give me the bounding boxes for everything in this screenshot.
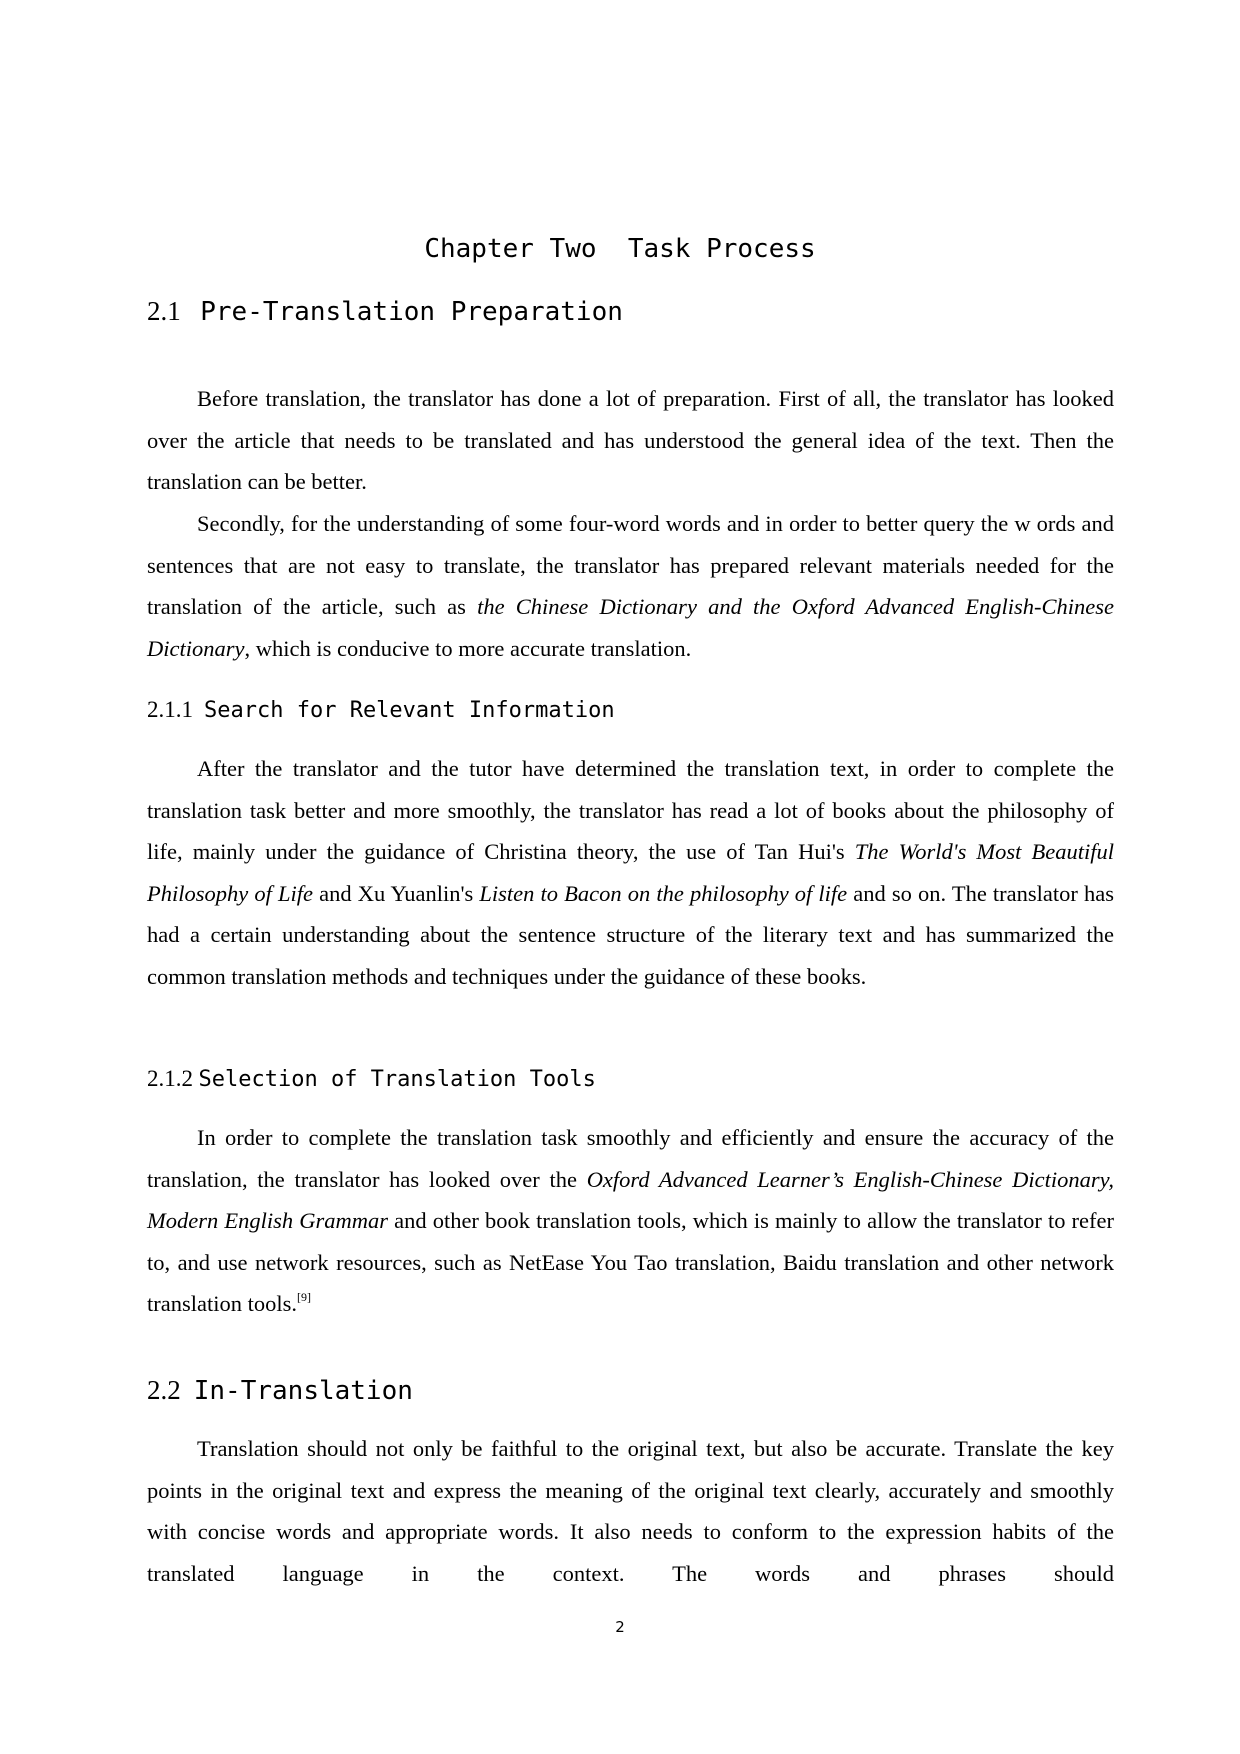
chapter-title: Chapter Two Task Process	[424, 234, 816, 264]
paragraph-text: and so on. The translator has had a certain understanding about the sentence structure of the literary text and has summarized the common translation methods and techniques under the guidance of these books.	[147, 880, 1115, 989]
paragraph-text: and other book translation tools, which is mainly to allow the translator to refer to, and use network resources, such as NetEase You Tao translation, Baidu translation and other network translation tools.	[147, 1208, 1115, 1316]
paragraph-text: Before translation, the translator has done a lot of preparation. First of all, the translator has looked over the article that needs to be translated and has understood the general idea of the text. Then the translation can be better.	[147, 386, 1114, 494]
section-title: Selection of Translation Tools	[198, 1067, 596, 1092]
section-number: 2.1.2	[147, 1066, 193, 1091]
book-title: Oxford Advanced Learner’s English-Chinese Dictionary, Modern English Grammar	[147, 1166, 1114, 1233]
paragraph-text: Translation should not only be faithful to the original text, but also be accurate. Translate the key points in the original text and express the meaning of the original text clearly, accurately and smoothly with concise words and appropriate words. It also needs to conform to the expression habits of the translated language in the context. The words and phrases should	[147, 1436, 1114, 1586]
book-title: The World's Most Beautiful Philosophy of Life	[147, 839, 1114, 906]
paragraph	[147, 1117, 1114, 1325]
section-heading-2-1-2	[147, 1066, 596, 1092]
paragraph	[147, 378, 1114, 503]
paragraph	[147, 503, 1114, 669]
citation-reference: [9]	[297, 1290, 311, 1304]
paragraph-text: and Xu Yuanlin's	[312, 880, 480, 906]
section-number: 2.1	[147, 296, 181, 326]
section-heading-2-1	[147, 296, 623, 327]
section-title: Search for Relevant Information	[204, 698, 615, 723]
section-number: 2.2	[147, 1375, 181, 1405]
paragraph	[147, 1428, 1114, 1594]
section-heading-2-2	[147, 1375, 413, 1406]
paragraph-text: , which is conducive to more accurate translation.	[244, 635, 692, 661]
section-title: Pre-Translation Preparation	[200, 297, 623, 327]
paragraph-text: Secondly, for the understanding of some four-word words and in order to better query the w ords and sentences that are not easy to translate, the translator has prepared relevant materials needed for the translation of the article, such as	[147, 511, 1114, 619]
page-number: 2	[615, 1618, 625, 1636]
book-title: Listen to Bacon on the philosophy of life	[479, 880, 848, 906]
section-heading-2-1-1	[147, 697, 615, 723]
paragraph	[147, 748, 1114, 997]
section-title: In-Translation	[193, 1376, 413, 1406]
paragraph-text: In order to complete the translation task smoothly and efficiently and ensure the accuracy of the translation, the translator has looked over the	[147, 1125, 1114, 1192]
section-number: 2.1.1	[147, 697, 193, 722]
paragraph-text: After the translator and the tutor have determined the translation text, in order to complete the translation task better and more smoothly, the translator has read a lot of books about the philosophy of life, mainly under the guidance of Christina theory, the use of Tan Hui's	[147, 756, 1114, 864]
book-title: the Chinese Dictionary and the Oxford Advanced English-Chinese Dictionary	[147, 594, 1114, 661]
